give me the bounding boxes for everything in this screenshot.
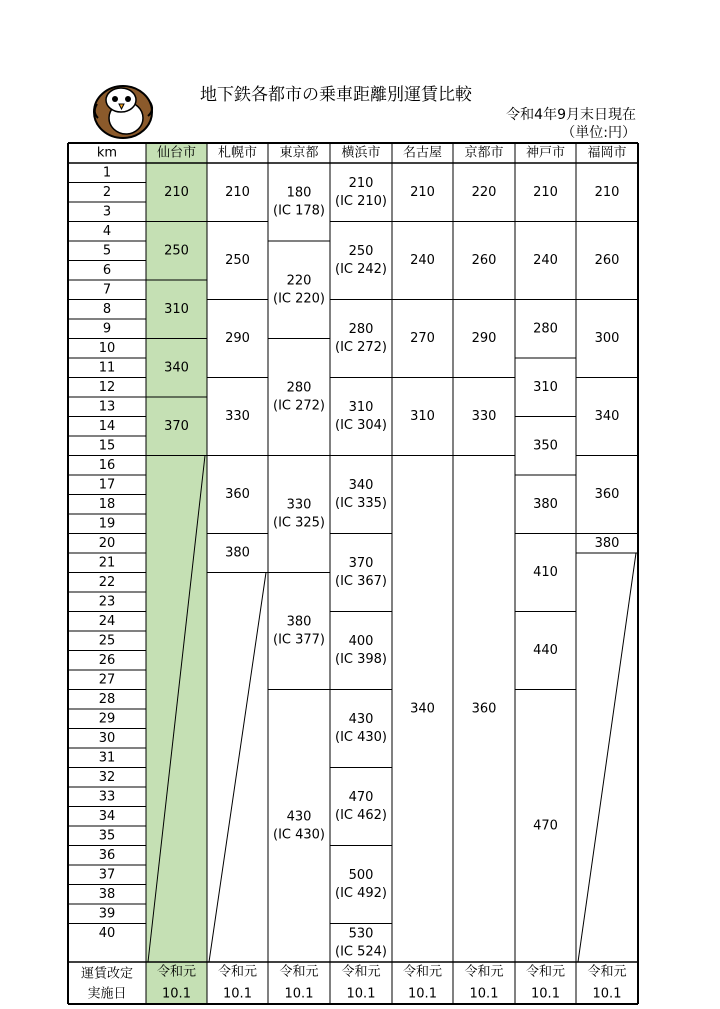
- km-row-label: 37: [98, 867, 116, 883]
- fare-value: 240: [533, 253, 558, 268]
- km-row-label: 13: [98, 399, 116, 415]
- fare-value: 360: [594, 487, 620, 502]
- fare-value: 210: [348, 175, 374, 191]
- ic-fare-value: (IC 242): [335, 262, 387, 277]
- km-row-label: 33: [98, 789, 116, 805]
- not-applicable-diagonal: [209, 573, 266, 963]
- fare-value: 260: [471, 253, 497, 268]
- fare-value: 440: [533, 643, 558, 658]
- city-header: 名古屋: [402, 145, 443, 161]
- revision-date: 10.1: [469, 986, 499, 1002]
- revision-era: 令和元: [156, 964, 197, 980]
- km-row-label: 34: [98, 808, 116, 824]
- fare-value: 270: [410, 331, 435, 346]
- city-header: 札幌市: [217, 145, 258, 161]
- revision-era: 令和元: [587, 964, 627, 980]
- unit-label: （単位:円）: [561, 125, 636, 141]
- fare-value: 290: [225, 331, 250, 346]
- fare-value: 470: [533, 818, 558, 834]
- fare-value: 300: [594, 331, 620, 346]
- fare-value: 360: [471, 701, 497, 717]
- km-row-label: 8: [102, 301, 112, 317]
- fare-value: 360: [225, 487, 250, 502]
- fare-value: 330: [225, 409, 250, 424]
- ic-fare-value: (IC 430): [335, 730, 387, 745]
- fare-value: 280: [533, 321, 558, 337]
- km-row-label: 7: [102, 282, 112, 298]
- revision-era: 令和元: [464, 964, 504, 980]
- km-row-label: 39: [98, 906, 116, 922]
- fare-value: 380: [286, 614, 312, 630]
- revision-era: 令和元: [341, 964, 381, 980]
- city-header: 神戸市: [525, 145, 566, 161]
- fare-value: 380: [533, 496, 558, 512]
- km-row-label: 18: [98, 496, 116, 512]
- fare-value: 180: [286, 185, 312, 201]
- fare-value: 250: [164, 243, 189, 259]
- ic-fare-value: (IC 367): [335, 574, 387, 589]
- km-row-label: 25: [98, 633, 116, 649]
- km-row-label: 20: [98, 535, 116, 551]
- km-row-label: 12: [98, 379, 116, 395]
- revision-date: 10.1: [531, 986, 560, 1002]
- revision-era: 令和元: [217, 964, 258, 980]
- fare-value: 310: [533, 379, 558, 395]
- km-row-label: 1: [102, 165, 112, 181]
- ic-fare-value: (IC 335): [335, 496, 387, 511]
- ic-fare-value: (IC 304): [335, 418, 387, 433]
- km-header: km: [96, 145, 118, 161]
- fare-value: 380: [594, 535, 620, 551]
- km-row-label: 9: [102, 321, 112, 337]
- revision-era: 令和元: [402, 964, 443, 980]
- fare-value: 500: [348, 868, 374, 883]
- fare-value: 340: [410, 701, 435, 717]
- highlight-column: [146, 143, 207, 982]
- fare-value: 220: [471, 184, 497, 200]
- as-of-date: 令和4年9月末日現在: [506, 107, 636, 123]
- fare-value: 250: [225, 253, 250, 268]
- km-row-label: 36: [98, 847, 116, 863]
- fare-value: 260: [594, 253, 620, 268]
- revision-era: 令和元: [525, 964, 566, 980]
- fare-value: 340: [594, 409, 620, 424]
- km-row-label: 27: [98, 672, 116, 688]
- ic-fare-value: (IC 377): [273, 632, 325, 648]
- ic-fare-value: (IC 492): [335, 886, 387, 901]
- city-header: 横浜市: [341, 145, 381, 161]
- km-row-label: 3: [102, 204, 112, 220]
- fare-value: 330: [471, 409, 497, 424]
- ic-fare-value: (IC 220): [273, 291, 325, 307]
- ic-fare-value: (IC 210): [335, 193, 387, 209]
- km-row-label: 15: [98, 438, 116, 454]
- revision-date: 10.1: [284, 986, 314, 1002]
- km-row-label: 17: [98, 477, 116, 493]
- city-header: 東京都: [279, 145, 319, 161]
- km-row-label: 4: [102, 223, 112, 239]
- ic-fare-value: (IC 272): [273, 398, 325, 414]
- km-row-label: 14: [98, 418, 116, 434]
- fare-value: 240: [410, 253, 435, 268]
- km-row-label: 22: [98, 574, 116, 590]
- revision-date: 10.1: [162, 986, 191, 1002]
- km-row-label: 24: [98, 613, 116, 629]
- page-title: 地下鉄各都市の乗車距離別運賃比較: [200, 85, 472, 105]
- fare-value: 220: [286, 273, 312, 289]
- city-header: 京都市: [464, 145, 504, 161]
- km-row-label: 2: [102, 184, 112, 200]
- revision-date: 10.1: [592, 986, 622, 1002]
- fare-value: 430: [286, 809, 312, 825]
- km-row-label: 19: [98, 516, 116, 532]
- fare-value: 310: [164, 301, 189, 317]
- ic-fare-value: (IC 430): [273, 827, 325, 843]
- ic-fare-value: (IC 178): [273, 203, 325, 219]
- fare-value: 340: [348, 478, 374, 493]
- km-row-label: 11: [98, 360, 116, 376]
- revision-date: 10.1: [346, 986, 376, 1002]
- fare-value: 310: [348, 400, 374, 415]
- revision-date: 10.1: [223, 986, 252, 1002]
- km-row-label: 35: [98, 828, 116, 844]
- fare-value: 210: [164, 184, 189, 200]
- fare-value: 530: [348, 926, 374, 942]
- km-row-label: 10: [98, 340, 116, 356]
- fare-value: 210: [225, 184, 250, 200]
- fare-value: 470: [348, 790, 374, 805]
- ic-fare-value: (IC 325): [273, 515, 325, 531]
- city-header: 福岡市: [587, 145, 627, 161]
- fare-value: 210: [410, 184, 435, 200]
- fare-value: 380: [225, 545, 250, 561]
- km-row-label: 30: [98, 730, 116, 746]
- ic-fare-value: (IC 272): [335, 340, 387, 355]
- km-row-label: 16: [98, 457, 116, 473]
- fare-value: 280: [348, 322, 374, 337]
- km-row-label: 6: [102, 262, 112, 278]
- fare-value: 430: [348, 712, 374, 727]
- ic-fare-value: (IC 524): [335, 944, 387, 960]
- km-row-label: 38: [98, 886, 116, 902]
- km-row-label: 21: [98, 555, 116, 571]
- km-row-label: 23: [98, 594, 116, 610]
- km-row-label: 28: [98, 691, 116, 707]
- fare-value: 400: [348, 634, 374, 649]
- km-row-label: 26: [98, 652, 116, 668]
- km-row-label: 40: [98, 925, 116, 941]
- fare-value: 330: [286, 497, 312, 513]
- footer-label: 実施日: [87, 986, 127, 1002]
- ic-fare-value: (IC 398): [335, 652, 387, 667]
- km-row-label: 5: [102, 243, 112, 259]
- ic-fare-value: (IC 462): [335, 808, 387, 823]
- revision-era: 令和元: [279, 964, 319, 980]
- km-row-label: 29: [98, 711, 116, 727]
- fare-value: 210: [594, 184, 620, 200]
- fare-value: 290: [471, 331, 497, 346]
- fare-value: 310: [410, 409, 435, 424]
- fare-value: 350: [533, 438, 558, 454]
- revision-date: 10.1: [408, 986, 437, 1002]
- city-header: 仙台市: [156, 145, 197, 161]
- fare-value: 370: [348, 556, 374, 571]
- fare-value: 340: [164, 360, 189, 376]
- footer-label: 運賃改定: [80, 966, 134, 982]
- fare-value: 250: [348, 244, 374, 259]
- fare-value: 280: [286, 380, 312, 396]
- fare-value: 410: [533, 565, 558, 580]
- km-row-label: 32: [98, 769, 116, 785]
- fare-value: 370: [164, 418, 189, 434]
- not-applicable-diagonal: [578, 553, 636, 962]
- fare-value: 210: [533, 184, 558, 200]
- km-row-label: 31: [98, 750, 116, 766]
